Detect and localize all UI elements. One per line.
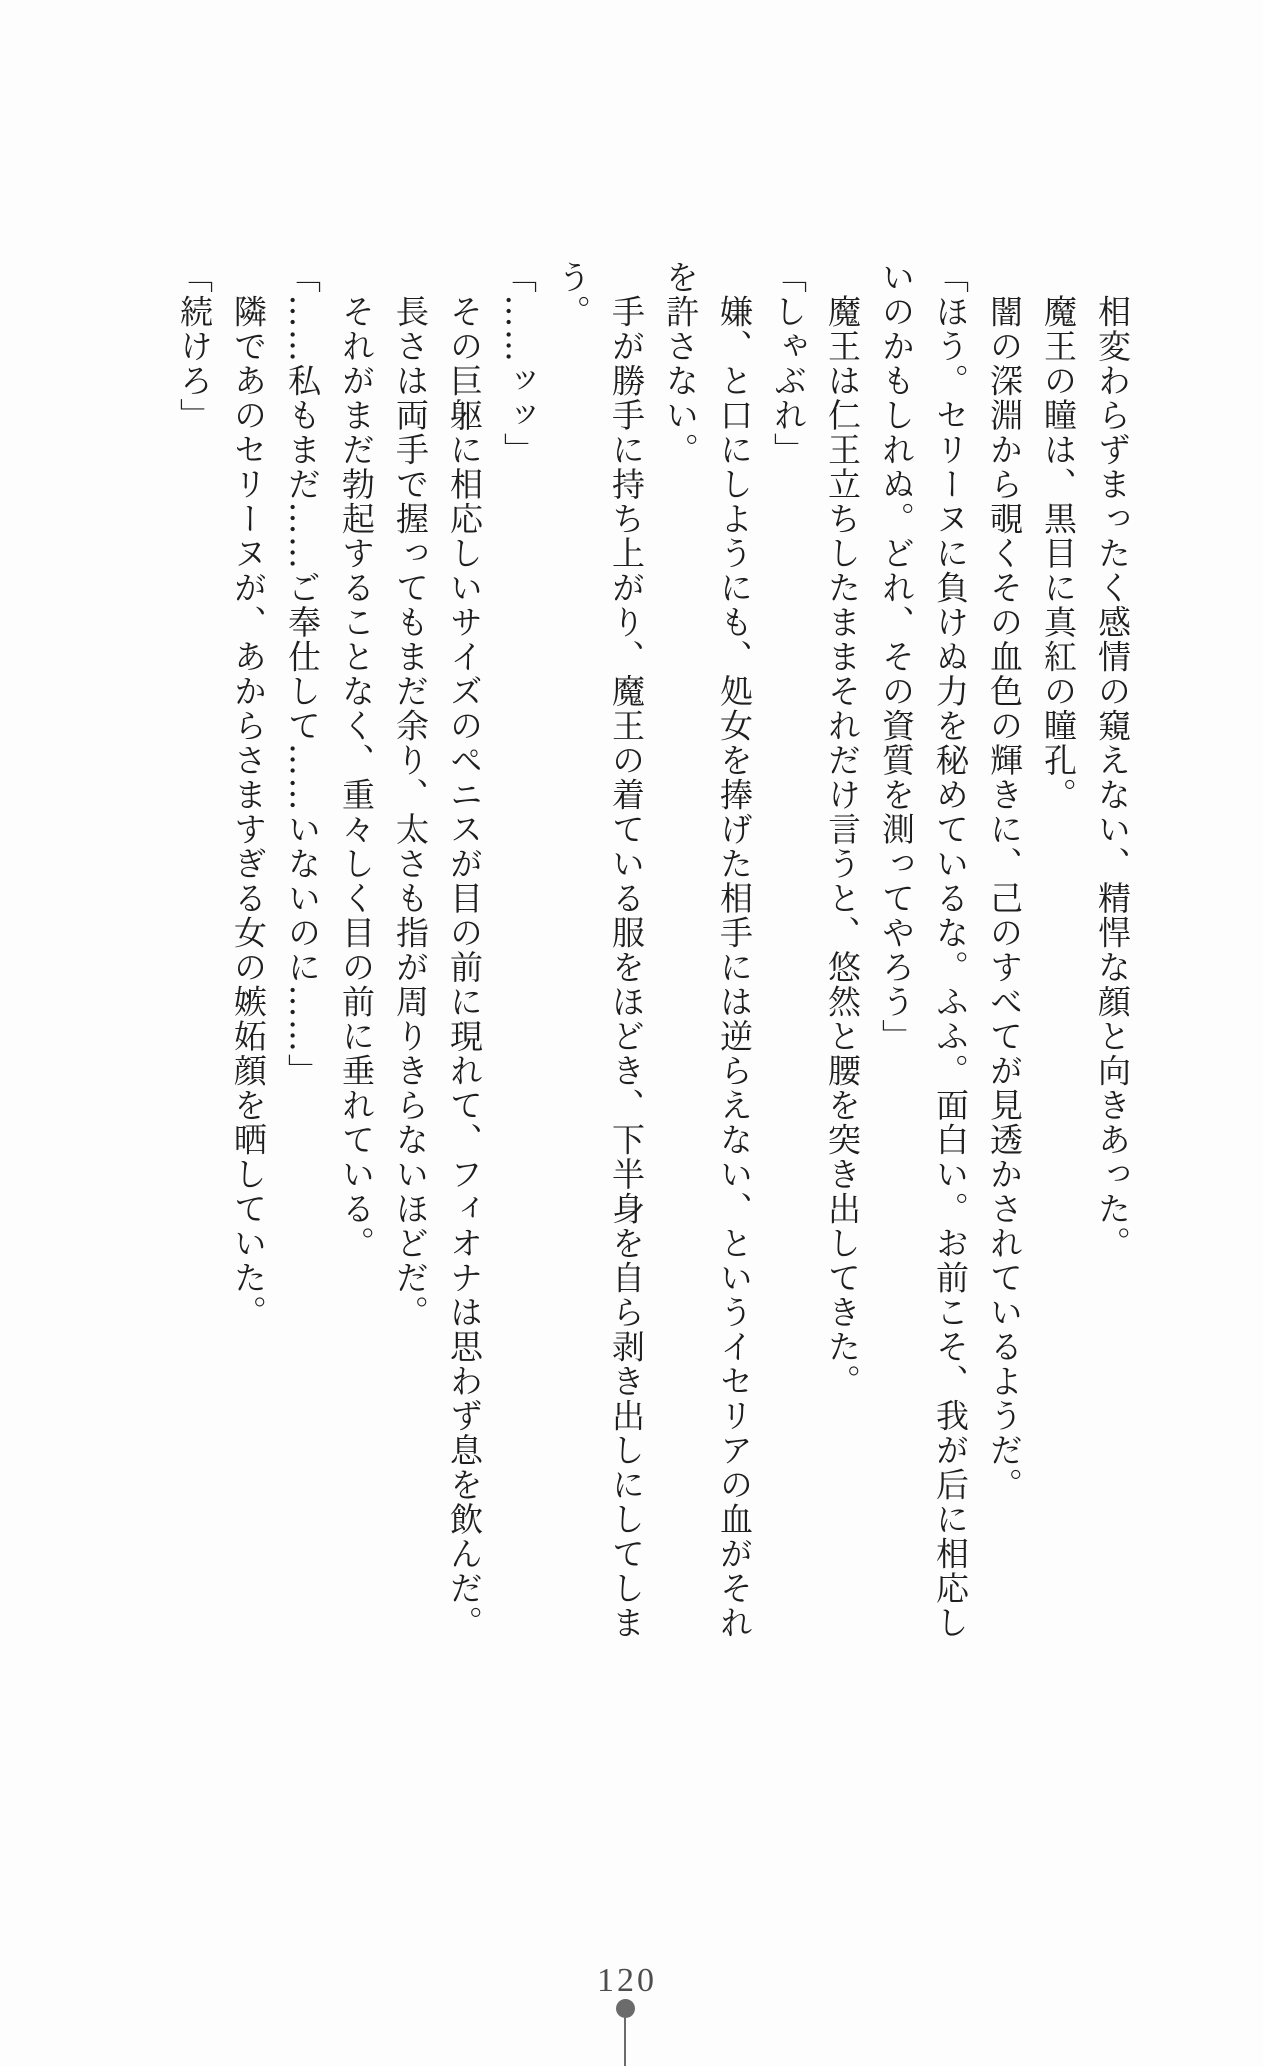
text-line-10: 手が勝手に持ち上がり、魔王の着ている服をほどき、下半身を自ら剥き出しにしてしま xyxy=(607,260,646,1640)
body-text xyxy=(167,260,1139,1650)
text-line-13: その巨躯に相応しいサイズのペニスが目の前に現れて、フィオナは思わず息を飲んだ。 xyxy=(445,260,484,1640)
text-line-15: それがまだ勃起することなく、重々しく目の前に垂れている。 xyxy=(337,260,376,1261)
text-line-3: 闇の深淵から覗くその血色の輝きに、己のすべてが見透かされているようだ。 xyxy=(985,260,1024,1502)
page-number: 120 xyxy=(597,1962,657,1999)
page-marker-line xyxy=(624,2014,626,2066)
text-line-12: 「……ッッ」 xyxy=(499,260,538,467)
text-line-7: 「しゃぶれ」 xyxy=(769,260,808,467)
text-line-18: 「続けろ」 xyxy=(175,260,214,433)
text-line-16: 「……私もまだ……ご奉仕して……いないのに……」 xyxy=(283,260,322,1088)
text-line-8: 嫌、と口にしようにも、処女を捧げた相手には逆らえない、というイセリアの血がそれ xyxy=(715,260,754,1640)
text-line-5: いのかもしれぬ。どれ、その資質を測ってやろう」 xyxy=(877,260,916,1054)
text-line-9: を許さない。 xyxy=(661,260,700,467)
text-line-2: 魔王の瞳は、黒目に真紅の瞳孔。 xyxy=(1039,260,1078,812)
text-line-1: 相変わらずまったく感情の窺えない、精悍な顔と向きあった。 xyxy=(1093,260,1132,1261)
text-line-6: 魔王は仁王立ちしたままそれだけ言うと、悠然と腰を突き出してきた。 xyxy=(823,260,862,1399)
text-line-11: う。 xyxy=(553,260,592,329)
text-line-17: 隣であのセリーヌが、あからさますぎる女の嫉妬顔を晒していた。 xyxy=(229,260,268,1330)
text-line-14: 長さは両手で握ってもまだ余り、太さも指が周りきらないほどだ。 xyxy=(391,260,430,1330)
text-line-4: 「ほう。セリーヌに負けぬ力を秘めているな。ふふ。面白い。お前こそ、我が后に相応し xyxy=(931,260,970,1640)
